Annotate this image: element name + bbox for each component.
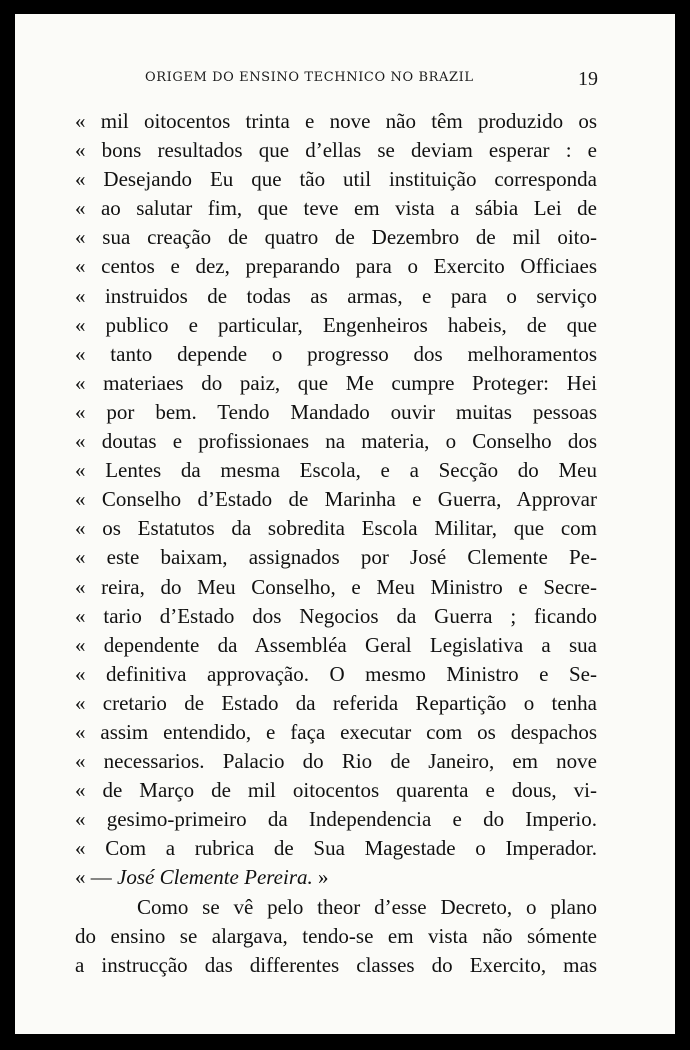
quote-line: « necessarios. Palacio do Rio de Janeiro, em nove <box>75 749 597 774</box>
paragraph-line: Como se vê pelo theor d’esse Decreto, o plano <box>137 894 597 919</box>
paragraph-line: do ensino se alargava, tendo-se em vista não sómente <box>75 923 597 948</box>
quote-line: « ao salutar fim, que teve em vista a sábia Lei de <box>75 196 597 221</box>
page-number: 19 <box>578 68 598 90</box>
quote-line: « assim entendido, e faça executar com os despachos <box>75 719 597 744</box>
quote-line: « definitiva approvação. O mesmo Ministro e Se- <box>75 661 597 686</box>
quote-line: « este baixam, assignados por José Clemente Pe- <box>75 545 597 570</box>
quote-line: « bons resultados que d’ellas se deviam esperar : e <box>75 138 597 163</box>
quote-line: « Conselho d’Estado de Marinha e Guerra, Approvar <box>75 487 597 512</box>
quote-line: « tanto depende o progresso dos melhoramentos <box>75 341 597 366</box>
commentary-paragraph <box>75 893 597 980</box>
running-head <box>15 70 675 92</box>
quote-line: « reira, do Meu Conselho, e Meu Ministro e Secre- <box>75 574 597 599</box>
decree-quote <box>75 107 597 863</box>
quote-line: « os Estatutos da sobredita Escola Militar, que com <box>75 516 597 541</box>
quote-line: « cretario de Estado da referida Repartição o tenha <box>75 690 597 715</box>
signature-close: » <box>312 865 329 890</box>
quote-line: « Lentes da mesma Escola, e a Secção do Meu <box>75 458 597 483</box>
quote-line: « dependente da Assembléa Geral Legislativa a sua <box>75 632 597 657</box>
body-text <box>75 107 597 980</box>
book-page <box>15 14 675 1034</box>
running-title: ORIGEM DO ENSINO TECHNICO NO BRAZIL <box>145 70 474 85</box>
quote-signature-line <box>75 863 597 892</box>
quote-line: « sua creação de quatro de Dezembro de mil oito- <box>75 225 597 250</box>
quote-line: « por bem. Tendo Mandado ouvir muitas pessoas <box>75 399 597 424</box>
quote-line: « centos e dez, preparando para o Exercito Officiaes <box>75 254 597 279</box>
quote-line: « Com a rubrica de Sua Magestade o Imperador. <box>75 836 597 861</box>
signature-open: « — <box>75 865 117 890</box>
signature-name: José Clemente Pereira. <box>117 865 313 890</box>
quote-line: « publico e particular, Engenheiros habeis, de que <box>75 312 597 337</box>
quote-line: « doutas e profissionaes na materia, o Conselho dos <box>75 429 597 454</box>
quote-line: « de Março de mil oitocentos quarenta e dous, vi- <box>75 778 597 803</box>
quote-line: « materiaes do paiz, que Me cumpre Proteger: Hei <box>75 370 597 395</box>
quote-line: « mil oitocentos trinta e nove não têm produzido os <box>75 109 597 133</box>
quote-line: « instruidos de todas as armas, e para o serviço <box>75 283 597 308</box>
paragraph-line: a instrucção das differentes classes do Exercito, mas <box>75 952 597 977</box>
quote-line: « tario d’Estado dos Negocios da Guerra ; ficando <box>75 603 597 628</box>
quote-line: « gesimo-primeiro da Independencia e do Imperio. <box>75 807 597 832</box>
quote-line: « Desejando Eu que tão util instituição corresponda <box>75 167 597 192</box>
